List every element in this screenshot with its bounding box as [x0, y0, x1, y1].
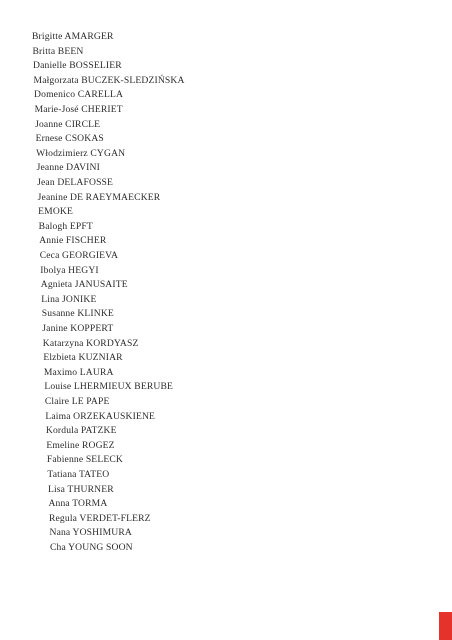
list-item: Danielle BOSSELIER	[33, 60, 122, 72]
list-item: Domenico CARELLA	[34, 89, 124, 101]
list-item: Laima ORZEKAUSKIENE	[45, 410, 156, 422]
list-item: Louise LHERMIEUX BERUBE	[44, 381, 174, 393]
list-item: Elzbieta KUZNIAR	[43, 352, 123, 364]
list-item: Tatiana TATEO	[47, 469, 110, 480]
list-item: Anna TORMA	[48, 498, 108, 510]
list-item: Ernese CSOKAS	[35, 133, 104, 145]
page-corner-marker	[439, 612, 452, 640]
list-item: Brigitte AMARGER	[32, 31, 114, 42]
list-item: Ibolya HEGYI	[40, 264, 99, 276]
list-item: Jeanne DAVINI	[36, 162, 100, 174]
list-item: Britta BEEN	[32, 45, 84, 57]
list-item: Maximo LAURA	[43, 366, 114, 378]
list-item: Małgorzata BUCZEK-SLEDZIŃSKA	[33, 74, 185, 86]
list-item: Katarzyna KORDYASZ	[42, 337, 139, 349]
list-item: Ceca GEORGIEVA	[39, 250, 119, 261]
list-item: Balogh EPFT	[38, 220, 93, 232]
list-item: Susanne KLINKE	[41, 308, 114, 320]
list-item: Włodzimierz CYGAN	[36, 147, 126, 159]
list-item: Nana YOSHIMURA	[49, 527, 132, 539]
list-item: Annie FISCHER	[39, 235, 107, 247]
list-item: Lina JONIKE	[41, 293, 97, 305]
list-item: Janine KOPPERT	[42, 323, 114, 334]
list-item: Agnieta JANUSAITE	[40, 279, 128, 291]
list-item: Claire LE PAPE	[44, 396, 110, 407]
list-item: Joanne CIRCLE	[35, 118, 101, 130]
list-item: EMOKE	[38, 206, 74, 218]
list-item: Jeanine DE RAEYMAECKER	[37, 191, 161, 203]
list-item: Marie-José CHERIET	[34, 104, 123, 115]
list-item: Lisa THURNER	[47, 483, 114, 495]
list-item: Fabienne SELECK	[46, 454, 123, 466]
list-item: Cha YOUNG SOON	[50, 542, 133, 553]
list-item: Regula VERDET-FLERZ	[48, 512, 151, 524]
list-item: Jean DELAFOSSE	[37, 177, 114, 188]
list-item: Kordula PATZKE	[45, 425, 117, 437]
list-item: Emeline ROGEZ	[46, 439, 115, 451]
